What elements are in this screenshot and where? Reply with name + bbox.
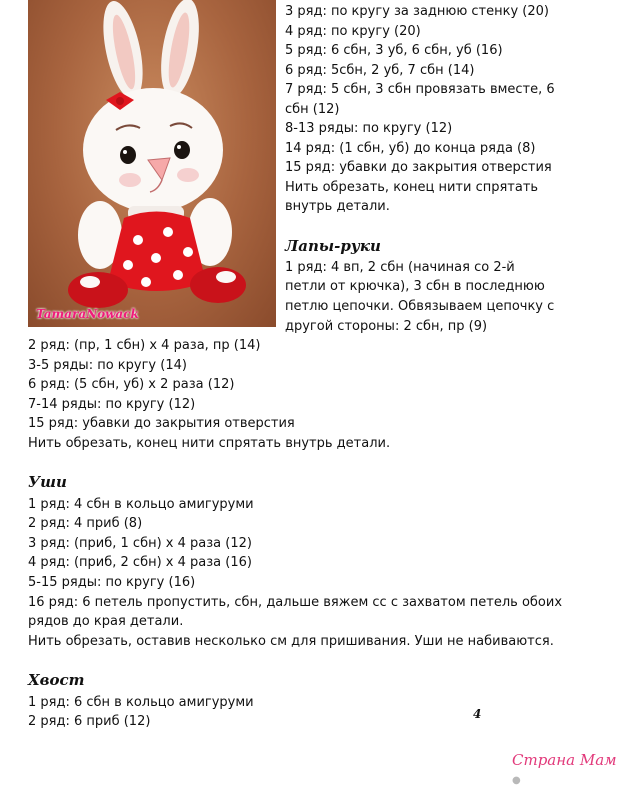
text-line: Нить обрезать, конец нити спрятать внутрь детали.: [28, 436, 391, 451]
text-line: 6 ряд: 5сбн, 2 уб, 7 сбн (14): [285, 63, 475, 78]
text-line: 5 ряд: 6 сбн, 3 уб, 6 сбн, уб (16): [285, 43, 503, 58]
text-line: 4 ряд: (приб, 2 сбн) х 4 раза (16): [28, 555, 252, 570]
text-line: 16 ряд: 6 петель пропустить, сбн, дальше вяжем сс с захватом петель обоих: [28, 595, 563, 610]
text-line: другой стороны: 2 сбн, пр (9): [285, 319, 488, 334]
text-line: 14 ряд: (1 сбн, уб) до конца ряда (8): [285, 141, 536, 156]
text-line: 3-5 ряды: по кругу (14): [28, 358, 187, 373]
text-line: 7-14 ряды: по кругу (12): [28, 397, 196, 412]
text-line: 6 ряд: (5 сбн, уб) х 2 раза (12): [28, 377, 235, 392]
text-line: 3 ряд: (приб, 1 сбн) х 4 раза (12): [28, 536, 252, 551]
bunny-photo: [28, 0, 276, 327]
text-line: 3 ряд: по кругу за заднюю стенку (20): [285, 4, 549, 19]
section-title-tail: Хвост: [28, 671, 85, 689]
text-line: 4 ряд: по кругу (20): [285, 24, 421, 39]
bunny-illustration: [28, 0, 276, 327]
watermark-dot-icon: ●: [512, 775, 521, 786]
text-line: 7 ряд: 5 сбн, 3 сбн провязать вместе, 6: [285, 82, 555, 97]
text-line: 2 ряд: (пр, 1 сбн) х 4 раза, пр (14): [28, 338, 261, 353]
text-line: петли от крючка), 3 сбн в последнюю: [285, 279, 545, 294]
text-line: 1 ряд: 6 сбн в кольцо амигуруми: [28, 695, 254, 710]
text-line: 1 ряд: 4 вп, 2 сбн (начиная со 2-й: [285, 260, 515, 275]
text-line: 15 ряд: убавки до закрытия отверстия: [285, 160, 552, 175]
text-line: 5-15 ряды: по кругу (16): [28, 575, 196, 590]
section-title-arms: Лапы-руки: [285, 237, 381, 255]
text-line: внутрь детали.: [285, 199, 390, 214]
text-line: 15 ряд: убавки до закрытия отверстия: [28, 416, 295, 431]
text-line: 1 ряд: 4 сбн в кольцо амигуруми: [28, 497, 254, 512]
section-title-ears: Уши: [28, 473, 67, 491]
page-number: 4: [473, 707, 482, 721]
text-line: 2 ряд: 6 приб (12): [28, 714, 151, 729]
photo-credit: TamaraNowack: [36, 307, 139, 321]
text-line: Нить обрезать, оставив несколько см для пришивания. Уши не набиваются.: [28, 634, 554, 649]
text-line: 2 ряд: 4 приб (8): [28, 516, 143, 531]
site-watermark: [512, 751, 623, 787]
text-line: рядов до края детали.: [28, 614, 184, 629]
text-line: петлю цепочки. Обвязываем цепочку с: [285, 299, 555, 314]
watermark-text: Страна Мам: [512, 751, 617, 769]
text-line: сбн (12): [285, 102, 340, 117]
text-line: 8-13 ряды: по кругу (12): [285, 121, 453, 136]
text-line: Нить обрезать, конец нити спрятать: [285, 180, 539, 195]
